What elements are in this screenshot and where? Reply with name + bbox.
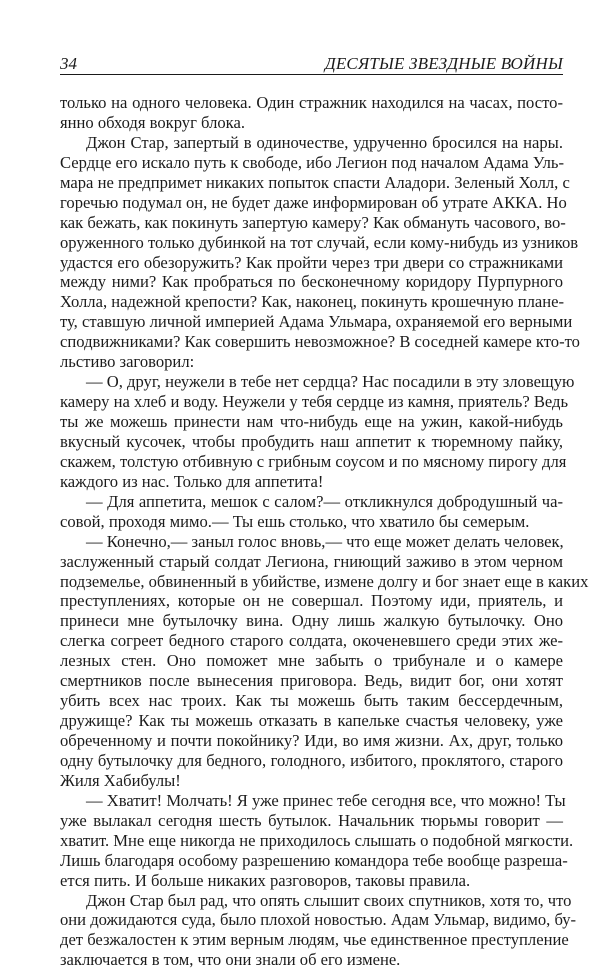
- text-line: дет безжалостен к этим верным людям, чье единственное преступление: [60, 930, 569, 950]
- text-line: заслуженный старый солдат Легиона, гниющий заживо в этом черном: [60, 551, 563, 571]
- text-line: дружище? Как ты можешь отказать в капельке счастья человеку, уже: [60, 711, 563, 731]
- text-line: заключается в том, что они знали об его измене.: [60, 950, 401, 970]
- text-line: уже вылакал сегодня шесть бутылок. Начальник тюрьмы говорит —: [60, 810, 563, 830]
- text-line: сподвижниками? Как совершить невозможное? В соседней камере кто-то: [60, 332, 580, 352]
- text-line: скажем, толстую отбивную с грибным соусом и по мясному пирогу для: [60, 451, 567, 471]
- text-line: между ними? Как пробраться по бесконечному коридору Пурпурного: [60, 272, 563, 292]
- text-line: подземелье, обвиненный в убийстве, измене долгу и бог знает еще в каких: [60, 571, 589, 591]
- body-text: [60, 93, 589, 970]
- page-number: 34: [60, 54, 77, 73]
- text-line: только на одного человека. Один стражник находился на часах, посто-: [60, 93, 563, 112]
- text-line: Сердце его искало путь к свободе, ибо Легион под началом Адама Уль-: [60, 152, 565, 172]
- text-line: Жиля Хабибулы!: [60, 770, 181, 790]
- text-line: — О, друг, неужели в тебе нет сердца? Нас посадили в эту зловещую: [86, 372, 575, 392]
- text-line: смертников после вынесения приговора. Ведь, видит бог, они хотят: [60, 671, 563, 691]
- text-line: мара не предпримет никаких попыток спасти Аладори. Зеленый Холл, с: [60, 172, 570, 192]
- text-line: лезных стен. Оно поможет мне забыть о трибунале и о камере: [60, 651, 563, 671]
- text-line: одну бутылочку для бедного, голодного, избитого, проклятого, старого: [60, 750, 563, 770]
- text-line: они дожидаются суда, было плохой новостью. Адам Ульмар, видимо, бу-: [60, 910, 577, 930]
- text-line: совой, проходя мимо.— Ты ешь столько, что хватило бы семерым.: [60, 511, 530, 531]
- text-line: слегка согреет бедного старого солдата, окоченевшего среди этих же-: [60, 631, 563, 651]
- text-line: удастся его обезоружить? Как пройти через три двери со стражниками: [60, 252, 563, 272]
- text-line: Джон Стар, запертый в одиночестве, удрученно бросился на нары.: [86, 132, 563, 152]
- text-line: камеру на хлеб и воду. Неужели у тебя сердце из камня, приятель? Ведь: [60, 392, 569, 412]
- text-line: каждого из нас. Только для аппетита!: [60, 471, 324, 491]
- text-line: как бежать, как покинуть запертую камеру? Как обмануть часового, во-: [60, 212, 566, 232]
- text-line: вкусный кусочек, чтобы пробудить наш аппетит к тюремному пайку,: [60, 431, 563, 451]
- text-line: хватит. Мне еще никогда не приходилось слышать о подобной мягкости.: [60, 830, 574, 850]
- text-line: — Конечно,— заныл голос вновь,— что еще может делать человек,: [86, 531, 564, 551]
- text-line: — Хватит! Молчать! Я уже принес тебе сегодня все, что можно! Ты: [86, 790, 566, 810]
- text-line: принеси мне бутылочку вина. Одну лишь жалкую бутылочку. Оно: [60, 611, 563, 631]
- text-line: янно обходя вокруг блока.: [60, 112, 245, 132]
- text-line: Джон Стар был рад, что опять слышит своих спутников, хотя то, что: [86, 890, 572, 910]
- text-line: Лишь благодаря особому разрешению командора тебе вообще разреша-: [60, 850, 568, 870]
- text-line: обреченному и почти покойнику? Иди, во имя жизни. Ах, друг, только: [60, 731, 563, 750]
- text-line: оруженного только дубинкой на тот случай, если кому-нибудь из узников: [60, 232, 579, 252]
- text-line: преступлениях, которые он не совершал. Поэтому иди, приятель, и: [60, 591, 563, 611]
- text-line: ется пить. И больше никаких разговоров, таковы правила.: [60, 870, 471, 890]
- text-line: льстиво заговорил:: [60, 352, 195, 372]
- text-line: убить всех нас троих. Как ты можешь быть таким бессердечным,: [60, 691, 563, 711]
- book-title: ДЕСЯТЫЕ ЗВЕЗДНЫЕ ВОЙНЫ: [324, 54, 563, 73]
- running-header: [60, 54, 563, 75]
- text-line: горечью подумал он, не будет даже информирован об утрате АККА. Но: [60, 192, 567, 212]
- text-line: Холла, надежной крепости? Как, наконец, покинуть крошечную плане-: [60, 292, 565, 312]
- text-line: ту, ставшую личной империей Адама Ульмара, охраняемой его верными: [60, 312, 573, 332]
- text-line: ты же можешь принести нам что-нибудь еще на ужин, какой-нибудь: [60, 412, 563, 431]
- text-line: — Для аппетита, мешок с салом?— откликнулся добродушный ча-: [86, 491, 563, 511]
